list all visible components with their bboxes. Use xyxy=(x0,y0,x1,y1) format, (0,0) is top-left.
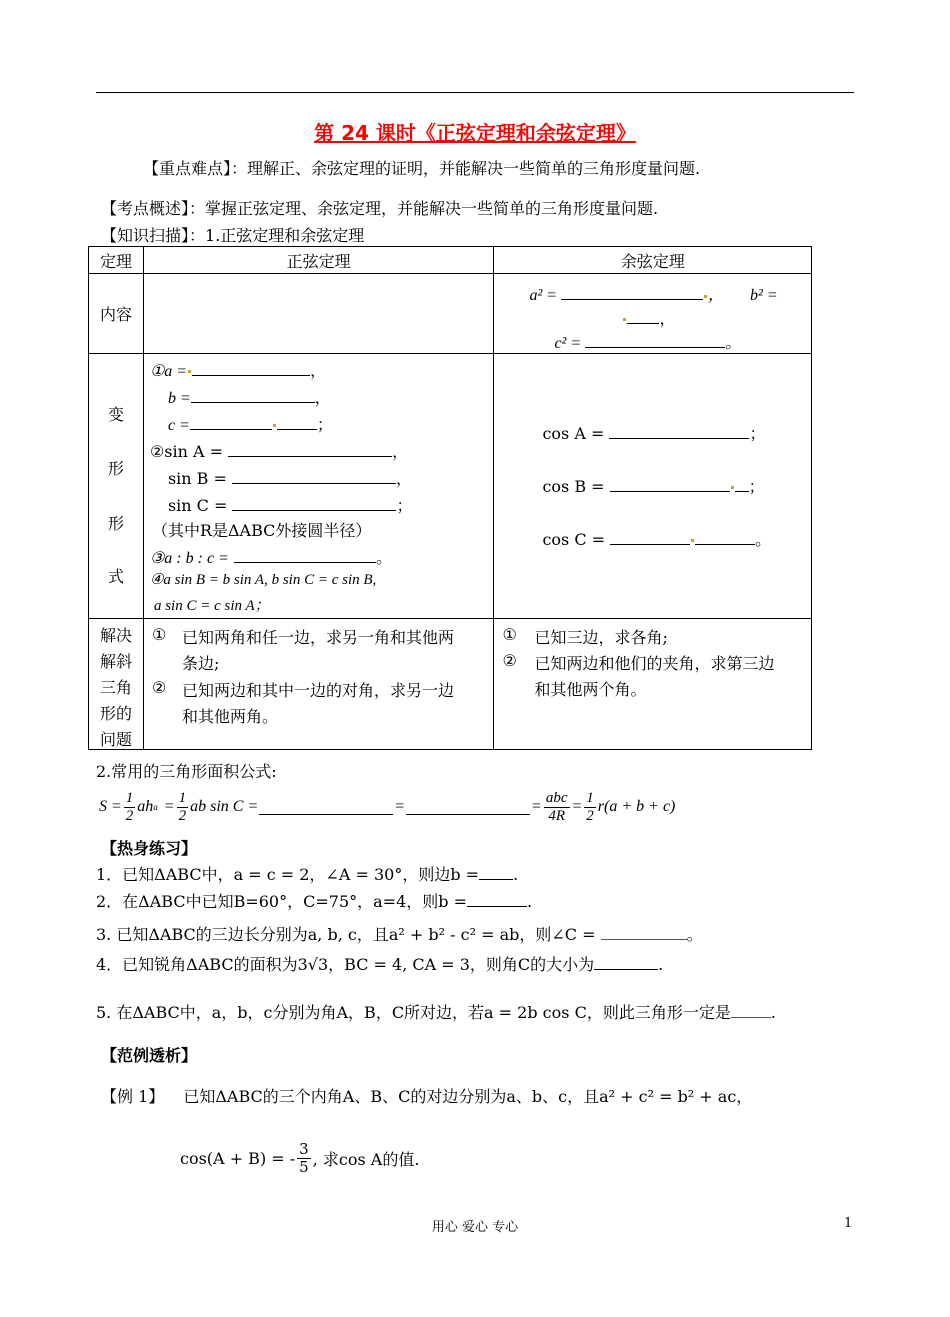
row-solve-label: 解决解斜三角形的问题 xyxy=(89,619,144,750)
warmup-q5: 5. 在ΔABC中，a，b，c分别为角A，B，C所对边，若a = 2b cos C，则此三角形一定是 . xyxy=(96,1003,776,1022)
warmup-q1: 1．已知ΔABC中，a = c = 2，∠A = 30°，则边b = . xyxy=(96,865,519,884)
cos-a2: a² = ， b² = xyxy=(529,287,778,304)
transform-label-4: 式 xyxy=(108,567,125,586)
sine-R-note: （其中R是ΔABC外接圆半径） xyxy=(151,521,372,540)
cosine-transform-cell xyxy=(494,354,812,619)
sine-sinC: sin C = ； xyxy=(167,496,413,515)
transform-label-2: 形 xyxy=(108,459,125,478)
frac-three-fifths: $\frac{3}{5}$ xyxy=(299,1139,309,1176)
examples-heading: 【范例透析】 xyxy=(101,1046,198,1065)
warmup-q3: 3. 已知ΔABC的三边长分别为a, b, c，且a² + b² - c² = ab，则∠C = 。 xyxy=(96,925,703,944)
sine-solve-num-2: ② xyxy=(151,678,167,697)
sine-a: ①a = ， xyxy=(149,361,327,380)
example-1-label: 【例 1】 xyxy=(101,1087,165,1106)
cos-solve-num-1: ① xyxy=(502,625,517,644)
overview-text: ：掌握正弦定理、余弦定理，并能解决一些简单的三角形度量问题. xyxy=(189,199,659,218)
cos-solve-num-2: ② xyxy=(502,651,517,670)
key-points-text: ：理解正、余弦定理的证明，并能解决一些简单的三角形度量问题. xyxy=(231,159,701,178)
key-points xyxy=(143,156,700,179)
sine-b: b = ， xyxy=(167,388,331,407)
th-cosine: 余弦定理 xyxy=(494,247,812,274)
cosine-content-cell xyxy=(494,274,812,354)
sine-ratio: ③a : b : c = 。 xyxy=(149,548,392,567)
example-1-text: 已知ΔABC的三个内角A、B、C的对边分别为a、b、c，且a² + c² = b² + ac， xyxy=(183,1087,753,1106)
cosine-solve-cell xyxy=(494,619,812,750)
sine-solve-cell xyxy=(143,619,494,750)
cos-solve-item-2-cont: 和其他两个角。 xyxy=(534,680,647,699)
cos-c2: c² = 。 xyxy=(554,335,742,352)
scan-label: 【知识扫描】 xyxy=(101,226,190,245)
cos-C: cos C = 。 xyxy=(542,530,772,549)
page-title: 第 24 课时《正弦定理和余弦定理》 xyxy=(314,121,636,145)
area-heading: 2.常用的三角形面积公式: xyxy=(96,762,277,781)
frac-half-2: $\frac{1}{2}$ xyxy=(178,789,187,824)
sine-solve-item-2-cont: 和其他两角。 xyxy=(181,707,278,726)
sine-identity-1: ④a sin B = b sin A, b sin C = c sin B, xyxy=(149,572,377,588)
row-content-label: 内容 xyxy=(89,274,144,354)
transform-label-1: 变 xyxy=(108,405,125,424)
warmup-q2: 2．在ΔABC中已知B=60°，C=75°，a=4，则b = . xyxy=(96,892,533,911)
sine-content-cell xyxy=(143,274,494,354)
key-points-label: 【重点难点】 xyxy=(143,159,232,178)
cos-solve-item-1: 已知三边，求各角; xyxy=(534,628,668,647)
cos-A: cos A = ； xyxy=(542,424,766,443)
row-transform-label xyxy=(89,354,144,619)
cos-B: cos B = ； xyxy=(542,477,765,496)
sine-solve-num-1: ① xyxy=(151,625,167,644)
frac-half-1: $\frac{1}{2}$ xyxy=(125,789,134,824)
overview xyxy=(101,196,658,219)
frac-half-3: $\frac{1}{2}$ xyxy=(586,789,594,824)
footer-text: 用心 爱心 专心 xyxy=(431,1220,519,1235)
overview-label: 【考点概述】 xyxy=(101,199,190,218)
header-rule xyxy=(96,92,854,93)
page-number: 1 xyxy=(844,1216,853,1231)
sine-sinB: sin B = ， xyxy=(167,469,413,488)
sine-solve-item-2: 已知两边和其中一边的对角，求另一边 xyxy=(181,681,454,700)
cos-b2-blank: ， xyxy=(622,306,675,329)
transform-label-3: 形 xyxy=(108,514,125,533)
theorem-table xyxy=(88,246,812,750)
warmup-heading: 【热身练习】 xyxy=(101,839,198,858)
warmup-q4: 4．已知锐角ΔABC的面积为3√3，BC = 4, CA = 3，则角C的大小为 . xyxy=(96,955,664,974)
sine-c: c = ； xyxy=(167,415,333,434)
area-formula: S = $\frac{1}{2}$ ah a = $\frac{1}{2}$ ab sin C = = = $\frac{\text{abc}}{4R}$ = $\frac{1}{2}$ r(a + b + c) xyxy=(99,789,676,824)
th-sine: 正弦定理 xyxy=(143,247,494,274)
sine-identity-2: a sin C = c sin A； xyxy=(153,598,270,614)
frac-abc-4R: $\frac{\text{abc}}{4R}$ xyxy=(545,789,568,824)
scan-heading xyxy=(101,223,364,246)
cos-solve-item-2: 已知两边和他们的夹角，求第三边 xyxy=(534,654,775,673)
sine-sinA: ②sin A = ， xyxy=(149,442,409,461)
th-theorem: 定理 xyxy=(89,247,144,274)
sine-solve-item-1-cont: 条边; xyxy=(181,654,220,673)
example-1-condition: cos(A + B) = - $\frac{3}{5}$ , 求cos A的值. xyxy=(180,1139,420,1176)
sine-transform-cell xyxy=(143,354,494,619)
scan-text: ：1.正弦定理和余弦定理 xyxy=(189,226,365,245)
example-1 xyxy=(101,1084,752,1107)
sine-solve-item-1: 已知两角和任一边，求另一角和其他两 xyxy=(181,628,454,647)
